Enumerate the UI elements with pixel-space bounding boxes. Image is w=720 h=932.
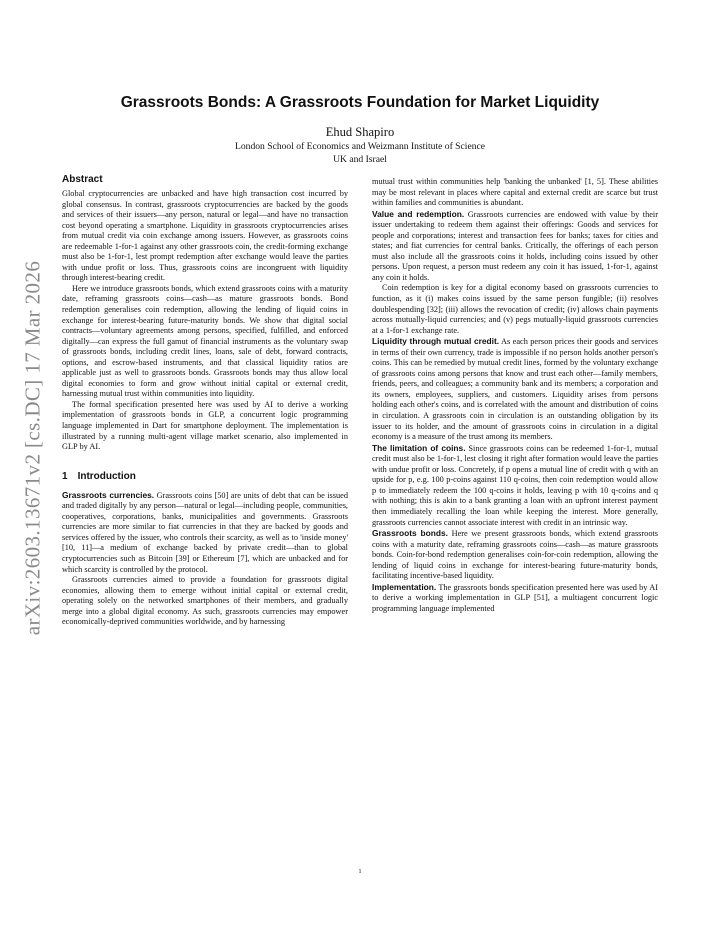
paper-title: Grassroots Bonds: A Grassroots Foundation for Market Liquidity — [120, 94, 600, 111]
section-number: 1 — [62, 470, 68, 482]
section-title: Introduction — [77, 470, 136, 482]
left-column — [62, 174, 348, 628]
paragraph-text: Since grassroots coins can be redeemed 1-for-1, mutual credit must also be 1-for-1, lest closing it right after formation would leave the parties with undue profit or loss. Concretely, if p opens a mutual line of credit with q with an upside for p, e.g. 100 p-coins against 110 q-coins, then coin redemption would allow p to immediately redeem the 100 q-coins it holds, leaving p with 10 q-coins and q with nothing; this is akin to a bank granting a loan with an upfront interest payment then immediately recalling the loan while keeping the interest. More generally, grassroots currencies cannot associate interest with credit in an intrinsic way. — [372, 443, 659, 527]
paragraph-grassroots-currencies-2: Grassroots currencies aimed to provide a foundation for grassroots digital economies, allowing them to emerge without initial capital or external credit, operating solely on the networked smartphones of their members, and gradually merge into a global digital economy. As such, grassroots currencies may empower economically-deprived communities worldwide, and by harnessing — [62, 575, 348, 627]
abstract-paragraph-1: Global cryptocurrencies are unbacked and have high transaction cost incurred by global consensus. In contrast, grassroots cryptocurrencies are backed by the goods and services of their issuers—any person, natural or legal—and have no transaction cost beyond operating a smartphone. Liquidity in grassroots cryptocurrencies arises from mutual credit via coin exchange among issuers. However, as grassroots coins are redeemable 1-for-1 against any other grassroots coin, the credit-forming exchange must also be 1-for-1, lest prompt redemption after exchange would leave the parties with undue profit or loss. Thus, grassroots coins are incongruent with liquidity through interest-bearing credit. — [62, 189, 348, 283]
author-name: Ehud Shapiro — [325, 125, 395, 139]
paragraph-value-redemption — [372, 209, 658, 284]
abstract-heading: Abstract — [62, 174, 103, 185]
arxiv-identifier-text: arXiv:2603.13671v2 [cs.DC] 17 Mar 2026 — [20, 260, 45, 636]
paragraph-implementation — [372, 582, 658, 615]
section-heading-introduction — [62, 471, 348, 483]
paragraph-text: Grassroots coins [50] are units of debt that can be issued and traded digitally by any person—natural or legal—including people, communities, cooperatives, corporations, banks, municipalities and governments. Grassroots currencies are more similar to fiat currencies in that they are backed by goods and services offered by the issuer, who controls their scarcity, as well as to 'inside money' [10, 11]—a medium of exchange backed by private credit—than to global cryptocurrencies such as Bitcoin [39] or Ethereum [7], which are unbacked and for which scarcity is controlled by the protocol. — [62, 490, 348, 574]
paragraph-text: Grassroots currencies are endowed with value by their issuer undertaking to redeem them against their offerings: Goods and services for people and corporations; interest and transaction fees for banks; taxes for cities and states; and fiat currencies for central banks. Critically, the offerings of each person must also include all the grassroots coins it holds, including coins issued by other persons. Upon request, a person must redeem any coin it has issued, 1-for-1, against any coin it holds. — [372, 209, 658, 282]
paragraph-limitation-of-coins — [372, 443, 658, 528]
paragraph-text: The grassroots bonds specification presented here was used by AI to derive a working implementation in GLP [51], a multiagent concurrent logic programming language implemented — [372, 582, 658, 613]
paragraph-coin-redemption: Coin redemption is key for a digital economy based on grassroots currencies to function, as it (i) makes coins issued by the same person fungible; (ii) resolves doublespending [32]; (iii) allows the revocation of credit; (iv) allows chain payments across mutually-liquid currencies; and (v) pegs mutually-liquid grassroots currencies at a 1-for-1 exchange rate. — [372, 283, 658, 335]
author-block — [62, 124, 658, 166]
page-number: 1 — [358, 868, 362, 875]
runin-heading-implementation: Implementation. — [372, 581, 437, 592]
paragraph-grassroots-bonds — [372, 528, 658, 582]
runin-heading-limitation: The limitation of coins. — [372, 442, 466, 453]
paragraph-continued: mutual trust within communities help 'banking the unbanked' [1, 5]. These abilities may be most relevant in places where capital and external credit are scarce but trust within families and communities is abundant. — [372, 177, 658, 208]
abstract-paragraph-3: The formal specification presented here was used by AI to derive a working implementation of grassroots bonds in GLP, a concurrent logic programming language implemented in Dart for smartphone deployment. The implementation is illustrated by a running multi-agent village market scenario, also implemented in GLP by AI. — [62, 399, 348, 452]
arxiv-identifier-stamp — [8, 248, 58, 648]
runin-heading-liquidity: Liquidity through mutual credit. — [372, 336, 500, 347]
runin-heading-value-redemption: Value and redemption. — [372, 208, 465, 219]
runin-heading-grassroots-currencies: Grassroots currencies. — [62, 489, 155, 500]
paragraph-text: Here we present grassroots bonds, which extend grassroots coins with a maturity date, reframing grassroots coins—cash—as mature grassroots bonds. Coin-for-bond redemption generalises coin-for-coin redemption, allowing the lending of liquid coins in exchange for interest-bearing future-maturity bonds, facilitating incentive-based liquidity. — [372, 529, 659, 581]
paragraph-liquidity-mutual-credit — [372, 336, 658, 442]
paragraph-grassroots-currencies — [62, 490, 348, 575]
runin-heading-grassroots-bonds: Grassroots bonds. — [372, 528, 448, 539]
abstract-paragraph-2: Here we introduce grassroots bonds, which extend grassroots coins with a maturity date, reframing grassroots coins—cash—as mature grassroots bonds. Bond redemption generalises coin redemption, allowing the lending of liquid coins in exchange for interest-bearing future-maturity bonds. We show that digital social contracts—voluntary agreements among persons, specified, fulfilled, and enforced digitally—can express the full gamut of financial instruments as the voluntary swap of grassroots bonds, including credit lines, loans, sale of debt, forward contracts, options, and escrow-based instruments, and that classical liquidity ratios are applicable just as well to grassroots bonds. Grassroots bonds may thus allow local digital economies to form and grow without initial capital or external credit, harnessing mutual trust within communities into liquidity. — [62, 283, 348, 399]
right-column — [372, 177, 658, 614]
paragraph-text: As each person prices their goods and services in terms of their own currency, trade is impossible if no person holds another person's coins. This can be remedied by mutual credit lines, formed by the voluntary exchange of grassroots coins among persons that know and trust each other—family members, friends, peers, and colleagues; a community bank and its members; a corporation and its owners, employees, suppliers, and customers. Liquidity arises from persons holding each other's coins, and is correlated with the amount and distribution of coins in circulation. A grassroots coin in circulation is an outstanding obligation by its issuer to its holder, and the amount of grassroots coins in circulation in a digital economy is a measure of the trust among its members. — [372, 337, 658, 442]
author-location: UK and Israel — [333, 154, 387, 165]
author-affiliation: London School of Economics and Weizmann Institute of Science — [234, 141, 486, 152]
